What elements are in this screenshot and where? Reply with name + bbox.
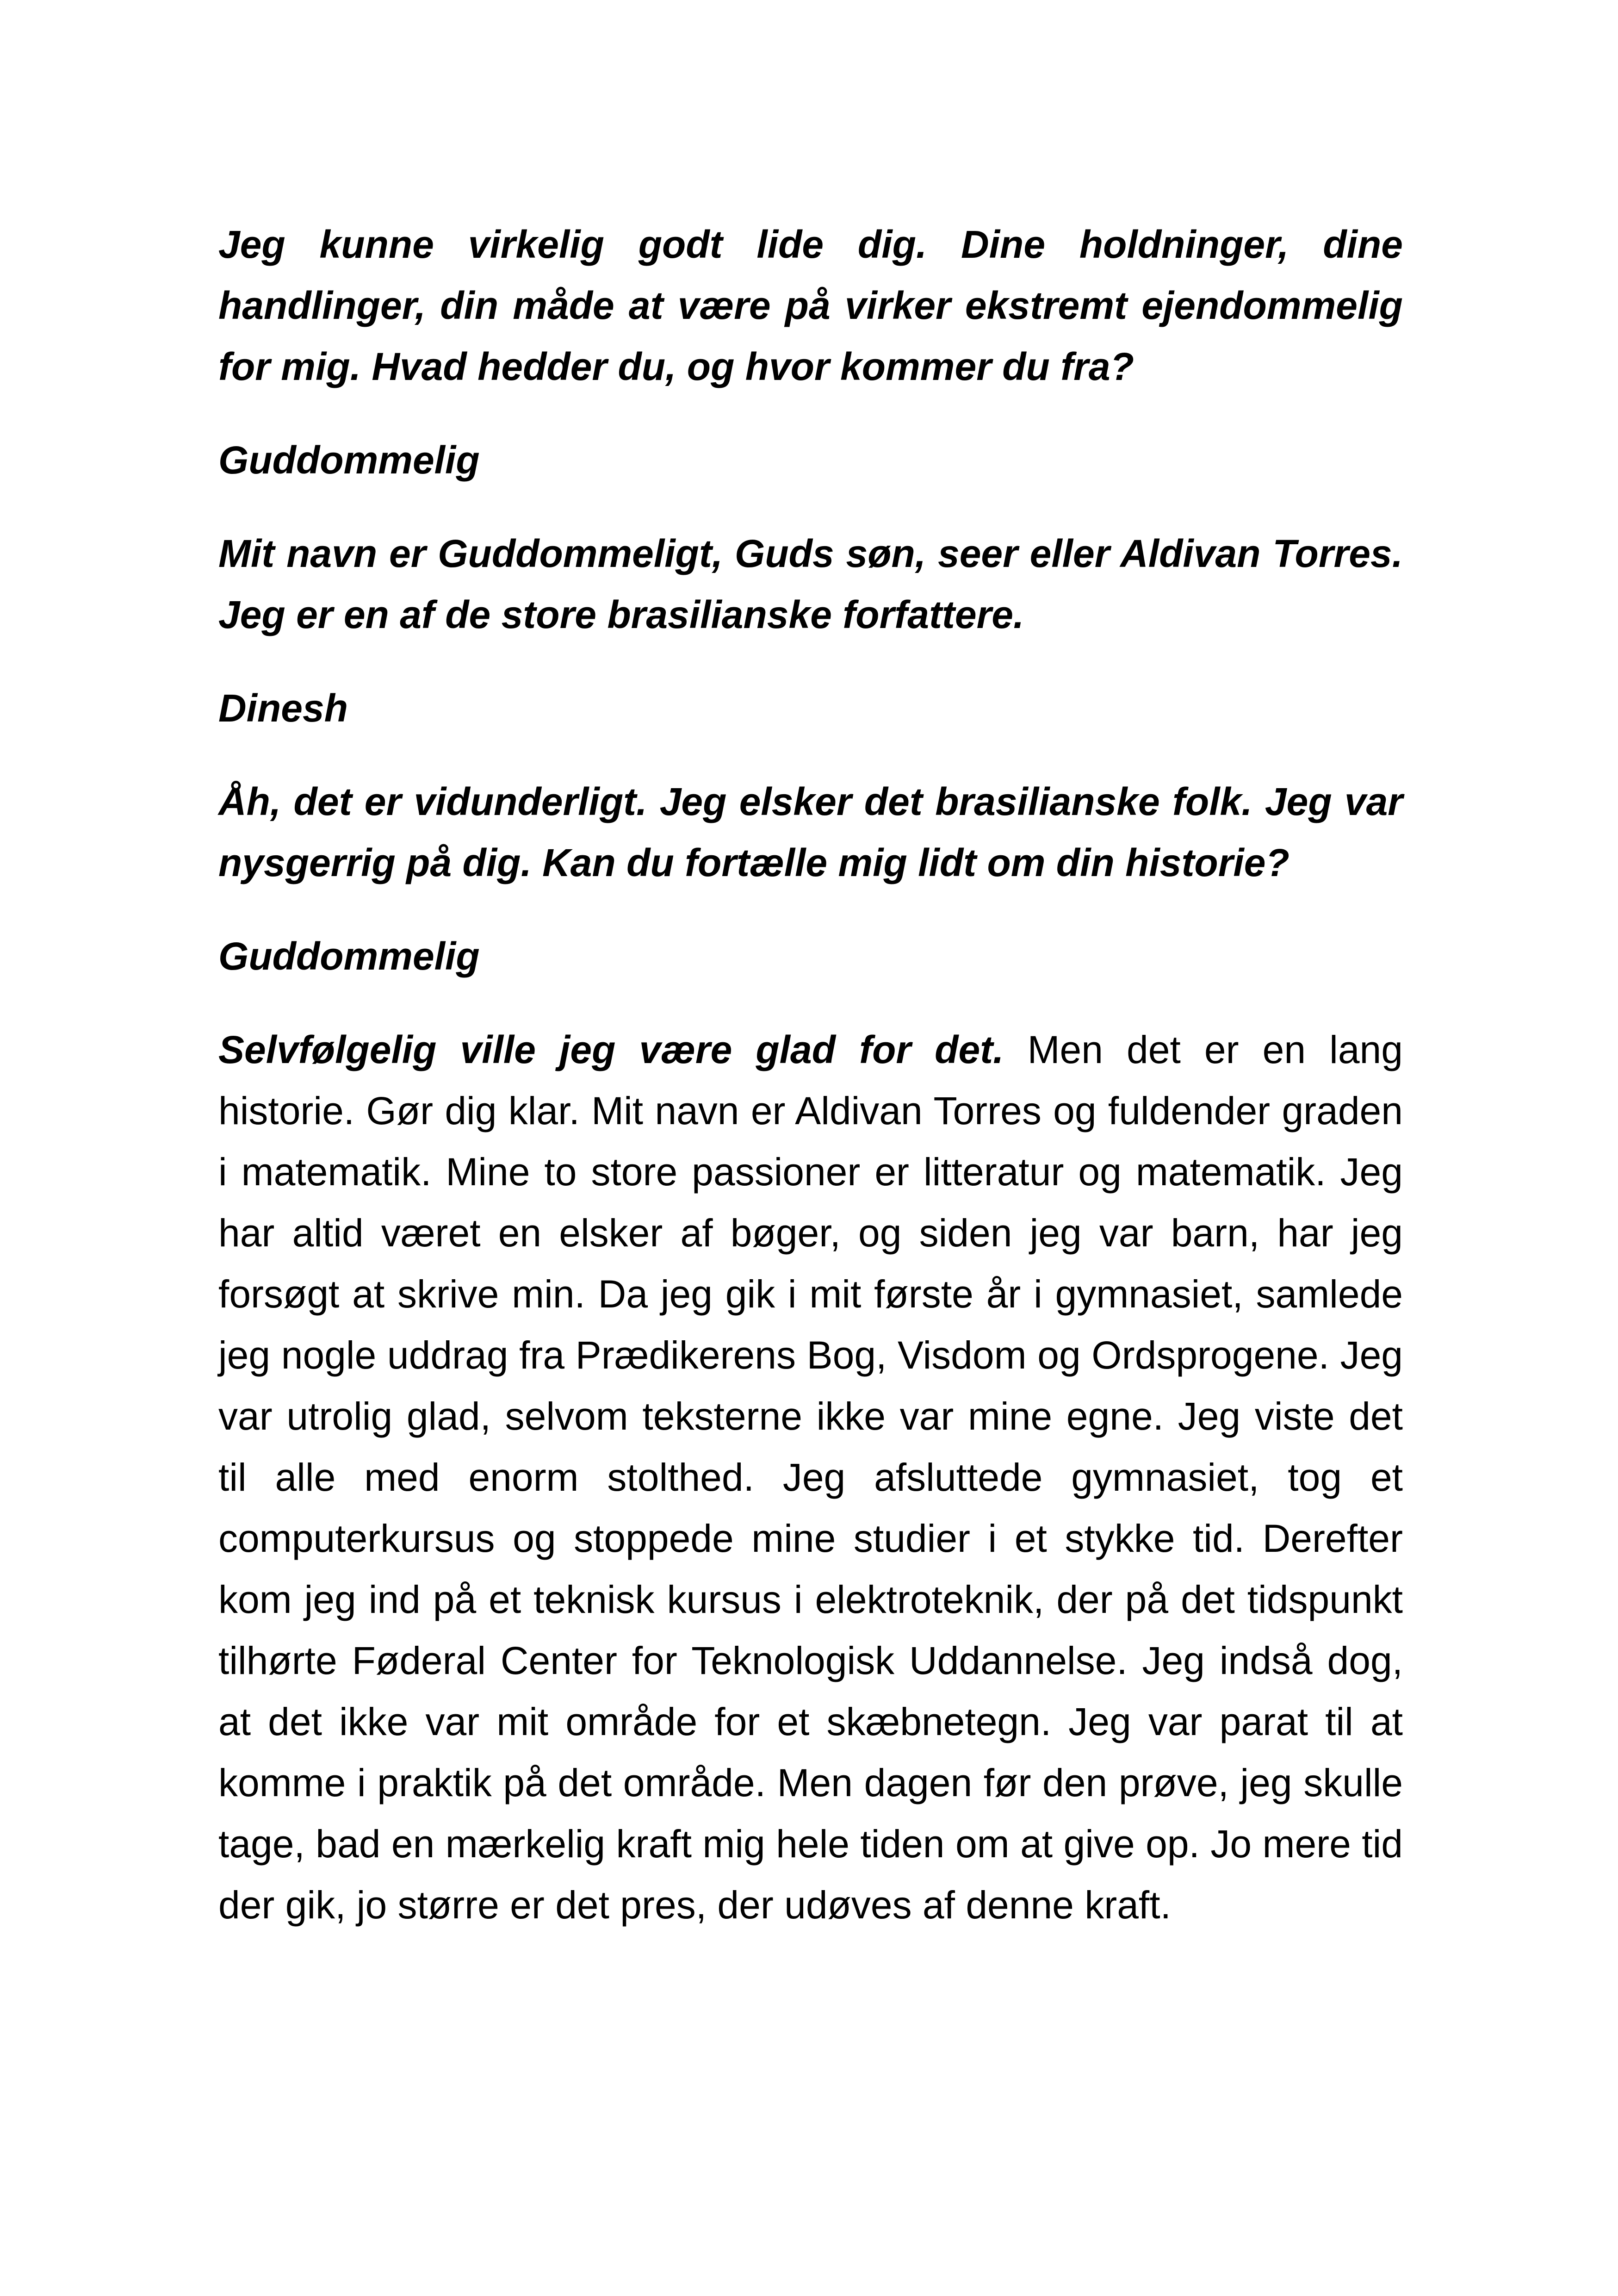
speaker-name-guddommelig: Guddommelig <box>218 438 480 482</box>
text-column <box>218 214 1403 1935</box>
dialogue-paragraph-guddommelig-story <box>218 1019 1403 1935</box>
dialogue-paragraph-guddommelig-intro: Mit navn er Guddommeligt, Guds søn, seer eller Aldivan Torres. Jeg er en af de store brasilianske forfattere. <box>218 532 1403 636</box>
dialogue-paragraph-dinesh-request: Åh, det er vidunderligt. Jeg elsker det brasilianske folk. Jeg var nysgerrig på dig. Kan du fortælle mig lidt om din historie? <box>218 780 1403 884</box>
story-body-text: Men det er en lang historie. Gør dig klar. Mit navn er Aldivan Torres og fuldender graden i matematik. Mine to store passioner er litteratur og matematik. Jeg har altid været en elsker af bøger, og siden jeg var barn, har jeg forsøgt at skrive min. Da jeg gik i mit første år i gymnasiet, samlede jeg nogle uddrag fra Prædikerens Bog, Visdom og Ordsprogene. Jeg var utrolig glad, selvom teksterne ikke var mine egne. Jeg viste det til alle med enorm stolthed. Jeg afsluttede gymnasiet, tog et computerkursus og stoppede mine studier i et stykke tid. Derefter kom jeg ind på et teknisk kursus i elektroteknik, der på det tidspunkt tilhørte Føderal Center for Teknologisk Uddannelse. Jeg indså dog, at det ikke var mit område for et skæbnetegn. Jeg var parat til at komme i praktik på det område. Men dagen før den prøve, jeg skulle tage, bad en mærkelig kraft mig hele tiden om at give op. Jo mere tid der gik, jo større er det pres, der udøves af denne kraft. <box>218 1028 1403 1927</box>
story-lead-sentence: Selvfølgelig ville jeg være glad for det. <box>218 1028 1004 1071</box>
speaker-name-guddommelig-2: Guddommelig <box>218 934 480 978</box>
speaker-name-dinesh: Dinesh <box>218 686 348 730</box>
dialogue-paragraph-dinesh-question: Jeg kunne virkelig godt lide dig. Dine holdninger, dine handlinger, din måde at være på virker ekstremt ejendommelig for mig. Hvad hedder du, og hvor kommer du fra? <box>218 223 1403 388</box>
